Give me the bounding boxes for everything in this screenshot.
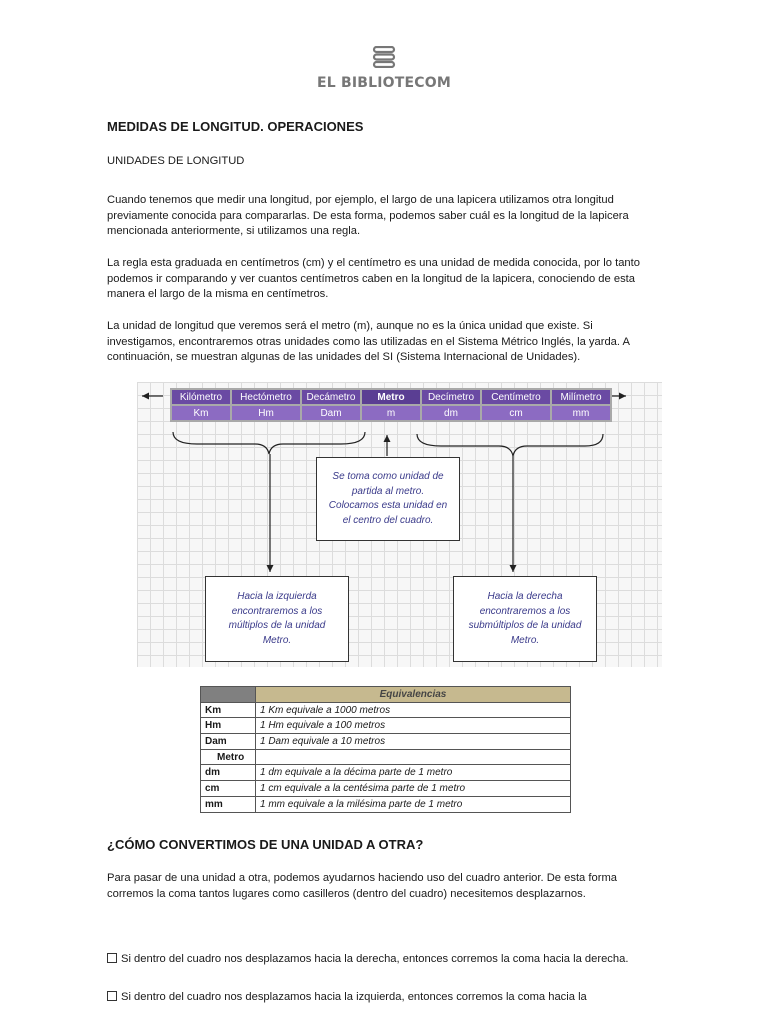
checklist-text: Si dentro del cuadro nos desplazamos hacia la izquierda, entonces corremos la coma hacia la	[121, 991, 587, 1003]
unit-symbol: cm	[482, 406, 550, 420]
checklist-item	[107, 950, 652, 969]
value-cell: 1 Km equivale a 1000 metros	[256, 702, 571, 718]
unit-cell: Dam	[201, 734, 256, 750]
book-stack-icon	[372, 46, 396, 68]
right-note-box: Hacia la derecha encontraremos a los submúltiplos de la unidad Metro.	[453, 576, 597, 662]
unit-cell: Km	[201, 702, 256, 718]
unit-cell: Metro	[201, 749, 256, 765]
unit-name: Centímetro	[482, 390, 550, 404]
value-cell: 1 cm equivale a la centésima parte de 1 metro	[256, 781, 571, 797]
paragraph-3: La unidad de longitud que veremos será el metro (m), aunque no es la única unidad que existe. Si investigamos, encontraremos otras unidades como las utilizadas en el Sistema Métrico Inglés, la yarda. A continuación, se muestran algunas de las unidades del SI (Sistema Internacional de Unidades).	[107, 320, 630, 364]
logo	[0, 46, 768, 91]
table-row	[201, 765, 571, 781]
value-cell: 1 Dam equivale a 10 metros	[256, 734, 571, 750]
unit-symbol: Hm	[232, 406, 300, 420]
unit-symbol: mm	[552, 406, 610, 420]
section-heading: ¿CÓMO CONVERTIMOS DE UNA UNIDAD A OTRA?	[107, 837, 424, 852]
table-row	[201, 734, 571, 750]
unit-symbol: Dam	[302, 406, 360, 420]
checklist-item	[107, 988, 652, 1007]
unit-symbol: Km	[172, 406, 230, 420]
center-note-box: Se toma como unidad de partida al metro. Colocamos esta unidad en el centro del cuadro.	[316, 457, 460, 541]
unit-cell: Hm	[201, 718, 256, 734]
table-row	[201, 781, 571, 797]
section-subtitle: UNIDADES DE LONGITUD	[107, 155, 245, 167]
unit-name: Milímetro	[552, 390, 610, 404]
unit-name: Hectómetro	[232, 390, 300, 404]
left-note-box: Hacia la izquierda encontraremos a los múltiplos de la unidad Metro.	[205, 576, 349, 662]
table-row	[201, 749, 571, 765]
checklist-text: Si dentro del cuadro nos desplazamos hacia la derecha, entonces corremos la coma hacia la derecha.	[121, 953, 629, 965]
paragraph-1: Cuando tenemos que medir una longitud, por ejemplo, el largo de una lapicera utilizamos otra longitud previamente conocida para compararlas. De esta forma, podemos saber cuál es la longitud de la lapicera mencionada anteriormente, si utilizamos una regla.	[107, 194, 629, 238]
value-cell: 1 dm equivale a la décima parte de 1 metro	[256, 765, 571, 781]
unit-symbol: dm	[422, 406, 480, 420]
units-diagram	[137, 382, 662, 667]
unit-name: Decímetro	[422, 390, 480, 404]
paragraph-4: Para pasar de una unidad a otra, podemos ayudarnos haciendo uso del cuadro anterior. De esta forma corremos la coma tantos lugares como casilleros (dentro del cuadro) necesitemos desplazarnos.	[107, 872, 617, 900]
page-title: MEDIDAS DE LONGITUD. OPERACIONES	[107, 119, 364, 134]
unit-cell: cm	[201, 781, 256, 797]
paragraph-2: La regla esta graduada en centímetros (cm) y el centímetro es una unidad de medida conocida, por lo tanto podemos ir comparando y ver cuantos centímetros caben en la longitud de la lapicera, conociendo de esta manera el largo de la misma en centímetros.	[107, 257, 640, 301]
units-table	[170, 388, 612, 422]
unit-cell: dm	[201, 765, 256, 781]
unit-name: Decámetro	[302, 390, 360, 404]
unit-name: Metro	[362, 390, 420, 404]
equivalences-header: Equivalencias	[256, 687, 571, 703]
unit-symbol: m	[362, 406, 420, 420]
value-cell: 1 mm equivale a la milésima parte de 1 metro	[256, 796, 571, 812]
logo-text: EL BIBLIOTECOM	[317, 75, 451, 91]
table-row	[201, 718, 571, 734]
unit-name: Kilómetro	[172, 390, 230, 404]
checkbox-icon	[107, 991, 117, 1001]
table-row	[201, 796, 571, 812]
checkbox-icon	[107, 953, 117, 963]
equivalences-table	[200, 686, 571, 813]
header-blank-cell	[201, 687, 256, 703]
value-cell	[256, 749, 571, 765]
value-cell: 1 Hm equivale a 100 metros	[256, 718, 571, 734]
table-row	[201, 702, 571, 718]
unit-cell: mm	[201, 796, 256, 812]
